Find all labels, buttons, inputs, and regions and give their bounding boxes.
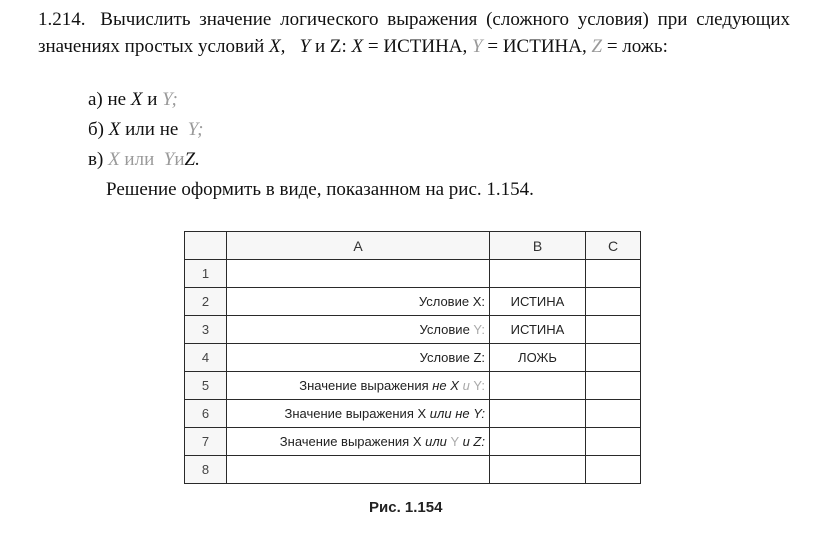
row-header: 1: [185, 260, 227, 288]
cell-b8: [490, 456, 586, 484]
var-z: Z:: [329, 36, 347, 57]
figure-caption: Рис. 1.154: [369, 499, 443, 516]
item-a-y: Y;: [162, 89, 178, 110]
problem-number: 1.214.: [38, 9, 86, 30]
item-c-op: или: [124, 149, 155, 170]
cell-a4-var: Z:: [473, 350, 485, 365]
cell-a5-expr-2: и: [462, 378, 470, 393]
table-row: [185, 288, 641, 316]
item-a-not: не: [107, 89, 127, 110]
cell-a7: [227, 428, 490, 456]
cell-b1: [490, 260, 586, 288]
cell-a1: [227, 260, 490, 288]
cell-a7-text: Значение выражения: [279, 434, 410, 449]
assign-z-value: ложь:: [622, 36, 668, 57]
item-c-x: X: [108, 149, 120, 170]
var-y: Y: [299, 36, 311, 57]
item-b-y: Y;: [187, 119, 204, 140]
item-c-y: Y: [163, 149, 175, 170]
cell-c4: [586, 344, 641, 372]
table-row: [185, 260, 641, 288]
cell-a6-text: Значение выражения: [284, 406, 414, 421]
cell-a6-x: X: [417, 406, 427, 421]
cell-a8: [227, 456, 490, 484]
cell-c1: [586, 260, 641, 288]
assign-y-var: Y: [472, 36, 483, 57]
problem-text: Вычислить значение логического выражения (сложного условия) при следующих значениях простых условий: [38, 9, 790, 57]
assign-z-var: Z: [591, 36, 603, 57]
cell-c2: [586, 288, 641, 316]
item-c-label: в): [88, 149, 104, 170]
table-row: [185, 428, 641, 456]
table-row: [185, 344, 641, 372]
cell-b7: [490, 428, 586, 456]
assign-x-eq: =: [367, 36, 379, 57]
table-row: [185, 316, 641, 344]
table-row: [185, 456, 641, 484]
assign-x-var: X: [351, 36, 364, 57]
column-header-c: C: [586, 232, 641, 260]
cell-a2: [227, 288, 490, 316]
cell-a2-text: Условие: [418, 294, 470, 309]
item-a-label: а): [88, 89, 103, 110]
var-x: X,: [269, 36, 286, 57]
item-a-op: и: [147, 89, 158, 110]
column-header-b: B: [490, 232, 586, 260]
item-c-op2: и: [174, 149, 185, 170]
row-header: 3: [185, 316, 227, 344]
cell-a5-expr-1: не X: [432, 378, 459, 393]
item-b: [88, 118, 203, 142]
assign-z-eq: =: [606, 36, 618, 57]
cell-a4: [227, 344, 490, 372]
cell-a7-expr: и Z:: [462, 434, 485, 449]
item-b-x: X: [108, 119, 121, 140]
cell-c3: [586, 316, 641, 344]
item-c-z: Z.: [184, 149, 200, 170]
cell-a2-var: X:: [472, 294, 485, 309]
corner-cell: [185, 232, 227, 260]
row-header: 8: [185, 456, 227, 484]
cell-a3-var: Y:: [473, 322, 485, 337]
cell-a3: [227, 316, 490, 344]
cell-a5-expr-3: Y:: [473, 378, 485, 393]
item-b-op: или: [125, 119, 155, 140]
solution-note: Решение оформить в виде, показанном на рис. 1.154.: [106, 179, 534, 200]
cell-b3: ИСТИНА: [490, 316, 586, 344]
cell-a7-x: X: [412, 434, 422, 449]
column-header-a: A: [227, 232, 490, 260]
assign-y-eq: =: [487, 36, 499, 57]
cell-c8: [586, 456, 641, 484]
cell-b2: ИСТИНА: [490, 288, 586, 316]
cell-c5: [586, 372, 641, 400]
conj-and: и: [314, 36, 326, 57]
cell-b4: ЛОЖЬ: [490, 344, 586, 372]
cell-a4-text: Условие: [419, 350, 470, 365]
cell-a5: [227, 372, 490, 400]
cell-a6-expr: или не Y:: [429, 406, 485, 421]
cell-b5: [490, 372, 586, 400]
table-row: [185, 372, 641, 400]
assign-y-value: ИСТИНА,: [502, 36, 587, 57]
item-a-x: X: [130, 89, 143, 110]
row-header: 4: [185, 344, 227, 372]
item-b-not: не: [159, 119, 179, 140]
table-row: [185, 400, 641, 428]
item-a: [88, 88, 178, 112]
item-b-label: б): [88, 119, 104, 140]
item-c: [88, 148, 200, 172]
problem-statement: [38, 6, 790, 60]
row-header: 6: [185, 400, 227, 428]
cell-c7: [586, 428, 641, 456]
row-header: 2: [185, 288, 227, 316]
cell-a3-text: Условие: [419, 322, 470, 337]
cell-a5-text: Значение выражения: [299, 378, 429, 393]
cell-b6: [490, 400, 586, 428]
assign-x-value: ИСТИНА,: [383, 36, 468, 57]
cell-a7-y: Y: [450, 434, 459, 449]
row-header: 7: [185, 428, 227, 456]
cell-c6: [586, 400, 641, 428]
cell-a6: [227, 400, 490, 428]
cell-a7-op: или: [425, 434, 447, 449]
column-header-row: [185, 232, 641, 260]
spreadsheet-figure: [184, 231, 641, 484]
row-header: 5: [185, 372, 227, 400]
